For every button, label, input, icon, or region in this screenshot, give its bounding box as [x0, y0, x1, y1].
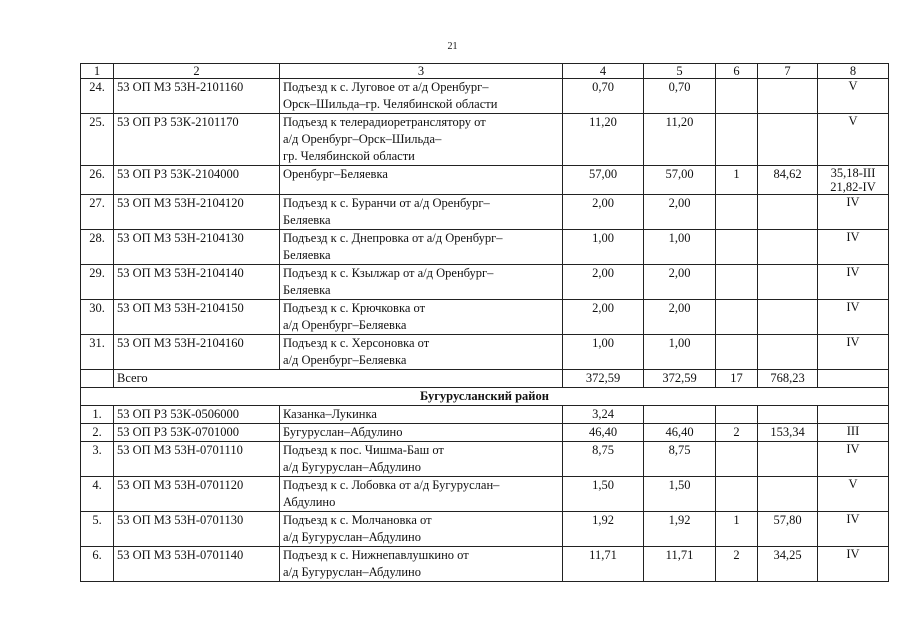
- length-paved: 2,00: [644, 195, 716, 230]
- road-code: 53 ОП МЗ 53Н-0701130: [114, 512, 280, 547]
- road-code: 53 ОП РЗ 53К-0701000: [114, 424, 280, 442]
- road-code: 53 ОП МЗ 53Н-2104150: [114, 300, 280, 335]
- bridges-count: [716, 230, 758, 265]
- road-code: 53 ОП МЗ 53Н-2104120: [114, 195, 280, 230]
- road-name-line: Беляевка: [283, 283, 331, 297]
- road-name-line: Казанка–Лукинка: [283, 407, 377, 421]
- length-paved: 1,00: [644, 335, 716, 370]
- bridges-length: [758, 300, 818, 335]
- road-name-line: а/д Бугуруслан–Абдулино: [283, 460, 421, 474]
- road-category-line: IV: [846, 265, 860, 279]
- road-name-line: Орск–Шильда–гр. Челябинской области: [283, 97, 498, 111]
- road-name-line: Беляевка: [283, 248, 331, 262]
- bridges-length: [758, 477, 818, 512]
- road-category: [818, 230, 889, 265]
- road-name: [280, 335, 563, 370]
- road-name: [280, 79, 563, 114]
- road-name: [280, 406, 563, 424]
- road-name-line: Подъезд к с. Луговое от а/д Оренбург–: [283, 80, 489, 94]
- road-code: 53 ОП РЗ 53К-2104000: [114, 166, 280, 195]
- table-row: [81, 114, 889, 166]
- road-name-line: Подъезд к телерадиоретранслятору от: [283, 115, 486, 129]
- bridges-count: [716, 477, 758, 512]
- road-code: 53 ОП МЗ 53Н-2104130: [114, 230, 280, 265]
- road-name: [280, 477, 563, 512]
- bridges-length: [758, 265, 818, 300]
- table-row: [81, 512, 889, 547]
- column-header-row: [81, 64, 889, 79]
- row-number: 31.: [81, 335, 114, 370]
- length-value: 8,75: [563, 442, 644, 477]
- length-paved: 11,71: [644, 547, 716, 582]
- road-name: [280, 300, 563, 335]
- road-category: [818, 195, 889, 230]
- road-name: [280, 230, 563, 265]
- length-value: 1,92: [563, 512, 644, 547]
- table-row: [81, 406, 889, 424]
- bridges-length: [758, 442, 818, 477]
- bridges-count: [716, 79, 758, 114]
- road-name: [280, 424, 563, 442]
- road-category-line: IV: [846, 442, 860, 456]
- road-name-line: Оренбург–Беляевка: [283, 167, 388, 181]
- road-code: 53 ОП МЗ 53Н-0701140: [114, 547, 280, 582]
- table-row: [81, 230, 889, 265]
- roads-table: [80, 63, 889, 582]
- road-name-line: Подъезд к с. Нижнепавлушкино от: [283, 548, 469, 562]
- road-name-line: а/д Бугуруслан–Абдулино: [283, 530, 421, 544]
- road-code: 53 ОП РЗ 53К-0506000: [114, 406, 280, 424]
- bridges-length: 153,34: [758, 424, 818, 442]
- bridges-length: 34,25: [758, 547, 818, 582]
- length-value: 46,40: [563, 424, 644, 442]
- column-header: 5: [644, 64, 716, 79]
- bridges-count: 1: [716, 512, 758, 547]
- section-title: Бугурусланский район: [81, 388, 889, 406]
- table-row: [81, 300, 889, 335]
- row-number: 24.: [81, 79, 114, 114]
- road-name-line: а/д Оренбург–Беляевка: [283, 353, 407, 367]
- length-value: 1,00: [563, 335, 644, 370]
- road-name-line: гр. Челябинской области: [283, 149, 415, 163]
- road-category: [818, 114, 889, 166]
- length-value: 11,71: [563, 547, 644, 582]
- length-value: 11,20: [563, 114, 644, 166]
- row-number: 30.: [81, 300, 114, 335]
- bridges-count: 2: [716, 547, 758, 582]
- road-category-line: 21,82-IV: [830, 180, 876, 194]
- table-row: [81, 195, 889, 230]
- bridges-length: [758, 114, 818, 166]
- road-category: [818, 265, 889, 300]
- length-paved: 1,50: [644, 477, 716, 512]
- page-number: 21: [447, 41, 458, 52]
- row-number: 6.: [81, 547, 114, 582]
- row-number: 1.: [81, 406, 114, 424]
- bridges-count: [716, 265, 758, 300]
- length-paved: 11,20: [644, 114, 716, 166]
- bridges-count: [716, 335, 758, 370]
- bridges-count: 2: [716, 424, 758, 442]
- row-number: 29.: [81, 265, 114, 300]
- road-code: 53 ОП МЗ 53Н-2101160: [114, 79, 280, 114]
- bridges-length: [758, 230, 818, 265]
- total-row: [81, 370, 889, 388]
- column-header: 7: [758, 64, 818, 79]
- road-name-line: Подъезд к с. Крючковка от: [283, 301, 426, 315]
- length-paved: 2,00: [644, 265, 716, 300]
- bridges-length: [758, 406, 818, 424]
- table-row: [81, 335, 889, 370]
- road-name-line: Подъезд к с. Молчановка от: [283, 513, 432, 527]
- road-category-line: IV: [846, 195, 860, 209]
- road-category-line: IV: [846, 547, 860, 561]
- table-row: [81, 79, 889, 114]
- road-name: [280, 195, 563, 230]
- column-header: 8: [818, 64, 889, 79]
- table-row: [81, 547, 889, 582]
- road-category: [818, 79, 889, 114]
- road-category-line: IV: [846, 300, 860, 314]
- bridges-length: [758, 335, 818, 370]
- road-name-line: Подъезд к с. Буранчи от а/д Оренбург–: [283, 196, 490, 210]
- road-category: [818, 547, 889, 582]
- row-number: 28.: [81, 230, 114, 265]
- road-category: [818, 406, 889, 424]
- row-number: 26.: [81, 166, 114, 195]
- bridges-count: 1: [716, 166, 758, 195]
- total-label: Всего: [114, 370, 563, 388]
- road-name: [280, 547, 563, 582]
- total-empty: [81, 370, 114, 388]
- column-header: 6: [716, 64, 758, 79]
- row-number: 27.: [81, 195, 114, 230]
- road-name-line: а/д Оренбург–Орск–Шильда–: [283, 132, 442, 146]
- road-name: [280, 114, 563, 166]
- road-category: [818, 477, 889, 512]
- bridges-length: [758, 79, 818, 114]
- table-row: [81, 442, 889, 477]
- bridges-count: [716, 442, 758, 477]
- road-name: [280, 512, 563, 547]
- road-category-line: V: [848, 477, 858, 491]
- bridges-length: 84,62: [758, 166, 818, 195]
- length-value: 2,00: [563, 300, 644, 335]
- table-body: [81, 64, 889, 582]
- road-category: [818, 166, 889, 195]
- road-name-line: Подъезд к пос. Чишма-Баш от: [283, 443, 444, 457]
- row-number: 5.: [81, 512, 114, 547]
- length-paved: 0,70: [644, 79, 716, 114]
- row-number: 4.: [81, 477, 114, 512]
- row-number: 25.: [81, 114, 114, 166]
- length-value: 2,00: [563, 195, 644, 230]
- road-code: 53 ОП МЗ 53Н-2104160: [114, 335, 280, 370]
- table-row: [81, 477, 889, 512]
- section-header-row: [81, 388, 889, 406]
- length-paved: 1,00: [644, 230, 716, 265]
- row-number: 3.: [81, 442, 114, 477]
- road-code: 53 ОП МЗ 53Н-0701120: [114, 477, 280, 512]
- length-value: 0,70: [563, 79, 644, 114]
- length-paved: 8,75: [644, 442, 716, 477]
- total-paved: 372,59: [644, 370, 716, 388]
- length-value: 1,50: [563, 477, 644, 512]
- road-name-line: Бугуруслан–Абдулино: [283, 425, 403, 439]
- bridges-length: 57,80: [758, 512, 818, 547]
- road-category: [818, 335, 889, 370]
- road-name-line: а/д Бугуруслан–Абдулино: [283, 565, 421, 579]
- road-code: 53 ОП РЗ 53К-2101170: [114, 114, 280, 166]
- bridges-count: [716, 114, 758, 166]
- road-category-line: IV: [846, 512, 860, 526]
- length-value: 3,24: [563, 406, 644, 424]
- road-name-line: Беляевка: [283, 213, 331, 227]
- length-paved: [644, 406, 716, 424]
- road-name-line: Подъезд к с. Лобовка от а/д Бугуруслан–: [283, 478, 500, 492]
- road-name-line: Подъезд к с. Херсоновка от: [283, 336, 430, 350]
- road-name-line: Подъезд к с. Днепровка от а/д Оренбург–: [283, 231, 503, 245]
- column-header: 3: [280, 64, 563, 79]
- length-value: 1,00: [563, 230, 644, 265]
- road-category-line: 35,18-III: [830, 166, 876, 180]
- length-paved: 2,00: [644, 300, 716, 335]
- bridges-count: [716, 300, 758, 335]
- column-header: 1: [81, 64, 114, 79]
- total-category: [818, 370, 889, 388]
- total-bridges-length: 768,23: [758, 370, 818, 388]
- road-name: [280, 166, 563, 195]
- road-category-line: III: [846, 424, 860, 438]
- length-value: 2,00: [563, 265, 644, 300]
- row-number: 2.: [81, 424, 114, 442]
- column-header: 2: [114, 64, 280, 79]
- table-row: [81, 166, 889, 195]
- length-paved: 57,00: [644, 166, 716, 195]
- table-row: [81, 265, 889, 300]
- table-row: [81, 424, 889, 442]
- total-length: 372,59: [563, 370, 644, 388]
- road-code: 53 ОП МЗ 53Н-2104140: [114, 265, 280, 300]
- road-code: 53 ОП МЗ 53Н-0701110: [114, 442, 280, 477]
- road-category: [818, 442, 889, 477]
- road-name-line: Абдулино: [283, 495, 336, 509]
- road-category-line: V: [848, 79, 858, 93]
- length-paved: 1,92: [644, 512, 716, 547]
- road-category-line: IV: [846, 335, 860, 349]
- road-category: [818, 512, 889, 547]
- length-value: 57,00: [563, 166, 644, 195]
- road-category-line: IV: [846, 230, 860, 244]
- bridges-length: [758, 195, 818, 230]
- road-category-line: V: [848, 114, 858, 128]
- column-header: 4: [563, 64, 644, 79]
- length-paved: 46,40: [644, 424, 716, 442]
- road-name-line: Подъезд к с. Кзылжар от а/д Оренбург–: [283, 266, 494, 280]
- bridges-count: [716, 195, 758, 230]
- total-bridges-count: 17: [716, 370, 758, 388]
- road-category: [818, 424, 889, 442]
- road-name-line: а/д Оренбург–Беляевка: [283, 318, 407, 332]
- road-name: [280, 265, 563, 300]
- bridges-count: [716, 406, 758, 424]
- road-category: [818, 300, 889, 335]
- road-name: [280, 442, 563, 477]
